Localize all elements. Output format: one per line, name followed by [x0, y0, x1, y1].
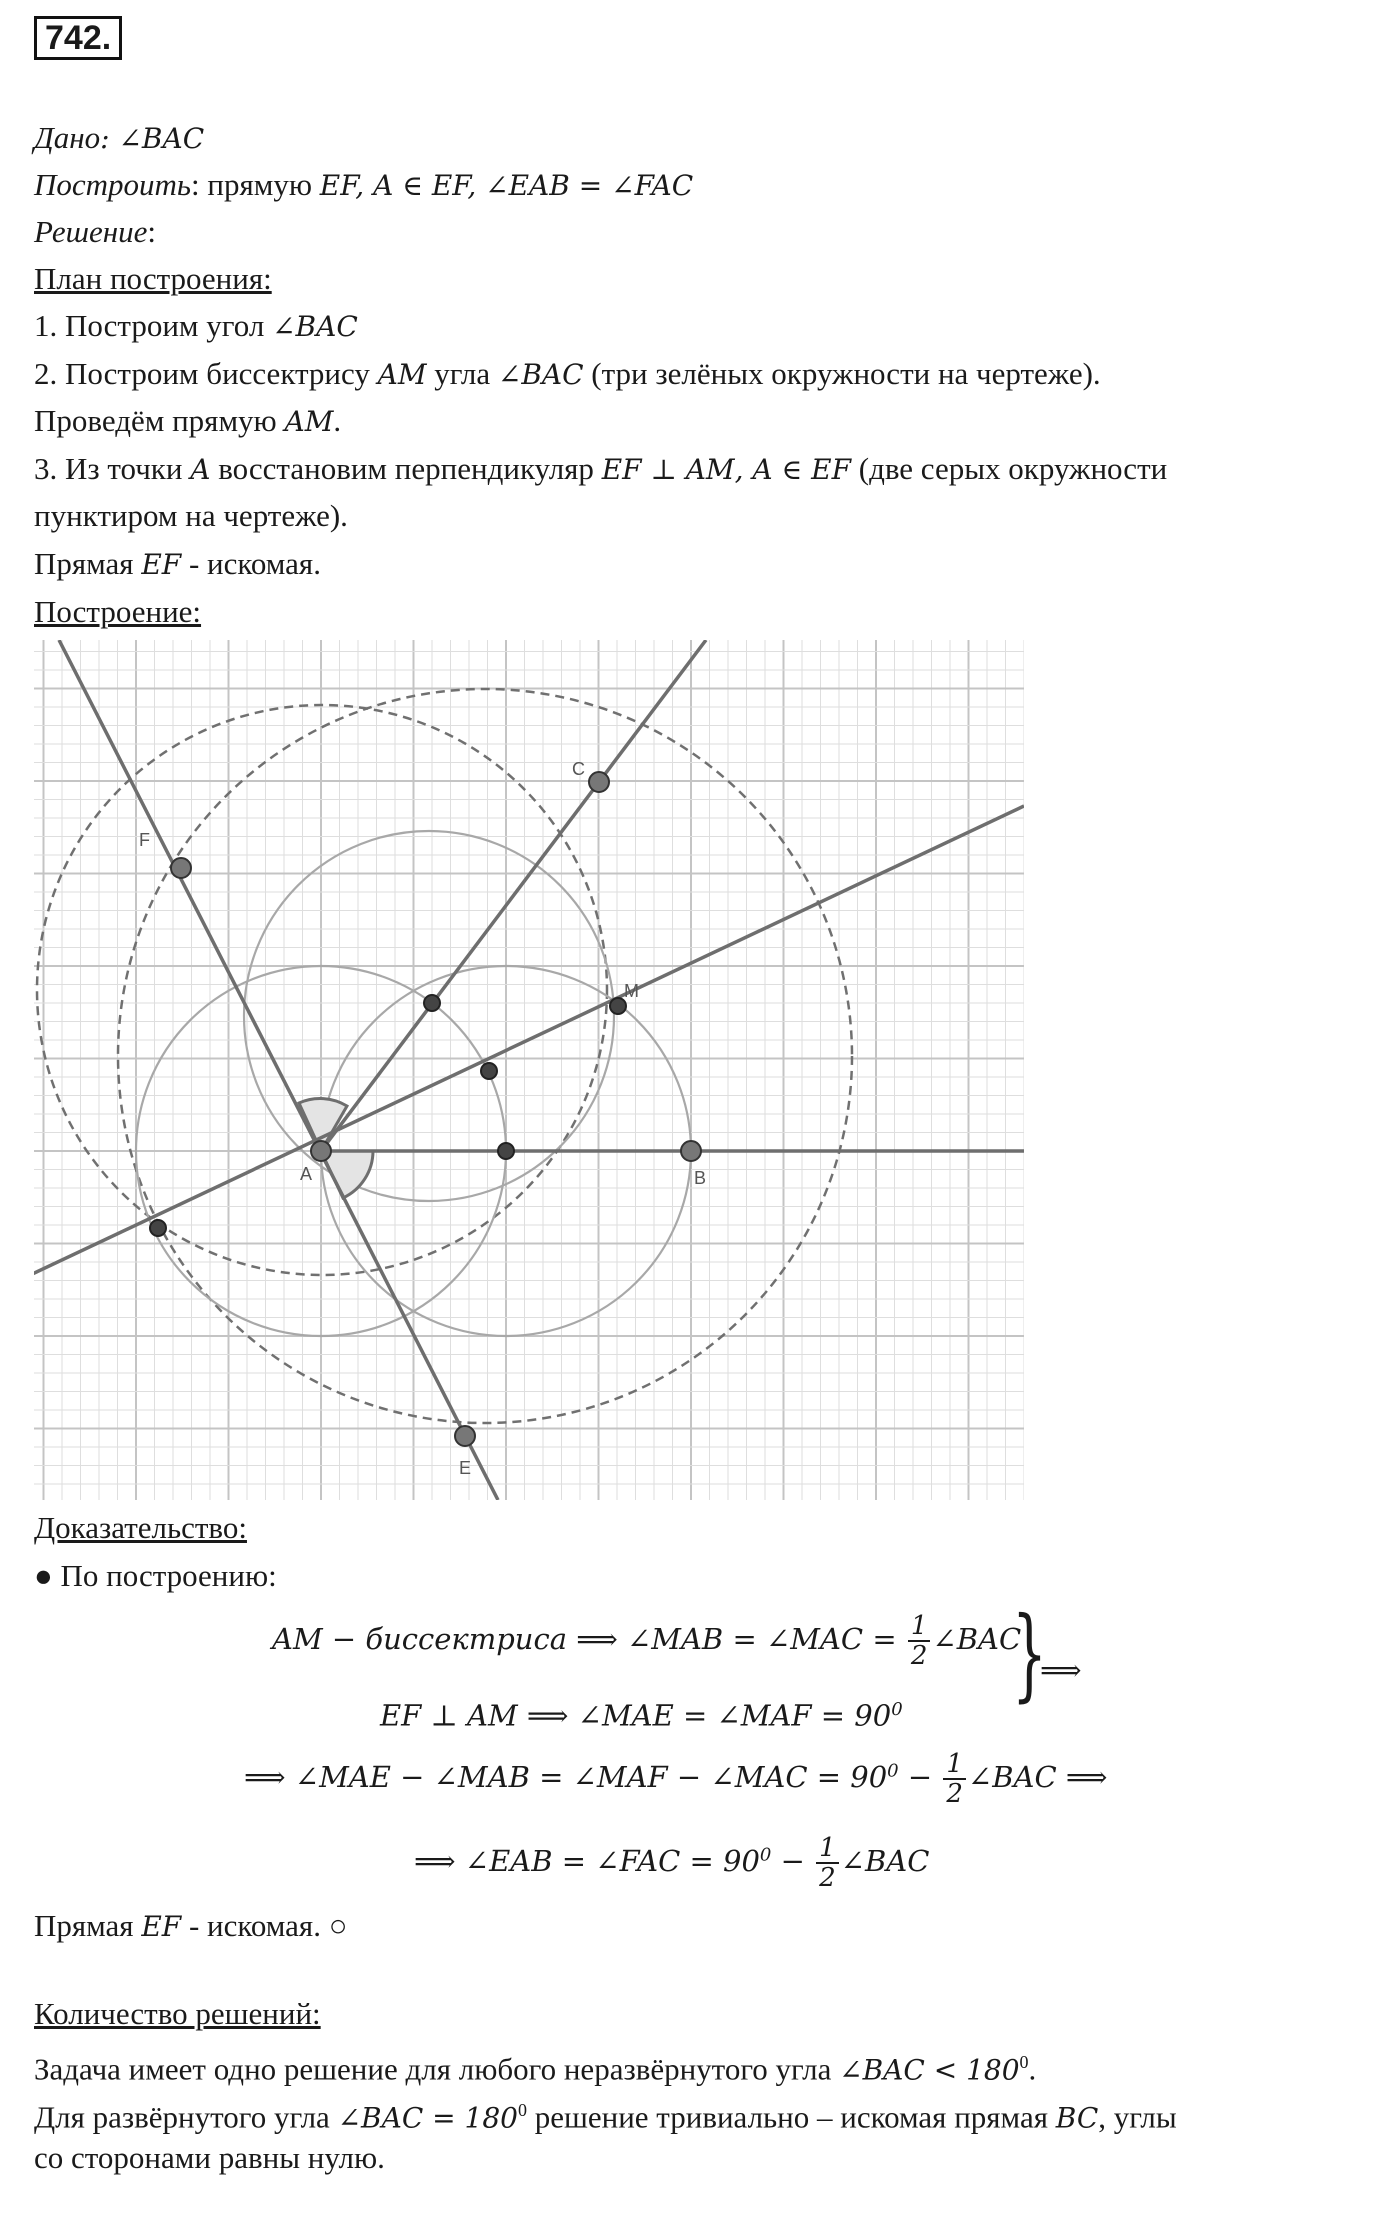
count-line-2-rest2: , углы — [1098, 2099, 1177, 2135]
step-3-text: 3. Из точки — [34, 451, 191, 486]
label-e: E — [459, 1458, 472, 1478]
construct-math: EF, A ∈ EF, ∠EAB = ∠FAC — [319, 169, 694, 202]
step-1 — [34, 306, 358, 347]
conclusion-math: EF — [141, 1910, 182, 1943]
proof-line-2 — [380, 1690, 903, 1736]
step-2-rest: угла — [426, 356, 498, 391]
fraction-num: 1 — [943, 1750, 966, 1780]
degree-sup: 0 — [887, 1760, 899, 1782]
construct-text: : прямую — [191, 167, 320, 202]
fraction-half — [908, 1612, 931, 1670]
solution-colon: : — [147, 214, 156, 249]
step-1-text: 1. Построим угол — [34, 308, 273, 343]
label-b: B — [694, 1168, 707, 1188]
fraction-num: 1 — [816, 1834, 839, 1864]
step-result-math: EF — [141, 548, 182, 581]
proof-line-3 — [244, 1750, 1107, 1808]
fraction-den: 2 — [819, 1863, 836, 1893]
count-line-2-text: Для развёрнутого угла — [34, 2099, 338, 2135]
proof-line-1-left: AM − биссектриса ⟹ ∠MAB = ∠MAC = — [272, 1622, 906, 1656]
plan-heading: План построения: — [34, 261, 272, 296]
step-2 — [34, 354, 1101, 395]
construct-label: Построить — [34, 167, 192, 202]
count-line-2-math2: BC — [1055, 2101, 1099, 2135]
proof-line-3-right: ∠BAC ⟹ — [967, 1760, 1108, 1794]
point-a — [311, 1141, 331, 1161]
step-2b-text: Проведём прямую — [34, 403, 285, 438]
step-3-rest: восстановим перпендикуляр — [210, 451, 602, 486]
solution-label: Решение — [34, 214, 148, 249]
count-line-1-sup: 0 — [1019, 2052, 1029, 2072]
count-line-1-math: ∠BAC < 180 — [839, 2053, 1020, 2087]
proof-line-2-text: EF ⊥ AM ⟹ ∠MAE = ∠MAF = 90 — [380, 1698, 892, 1733]
step-3-math2: EF ⊥ AM, A ∈ EF — [601, 453, 851, 486]
step-result-rest: - искомая. — [181, 546, 321, 581]
count-line-3 — [34, 2138, 385, 2178]
right-brace: } — [1012, 1595, 1047, 1712]
point-f — [171, 858, 191, 878]
label-c: C — [572, 759, 585, 779]
count-heading: Количество решений: — [34, 1996, 321, 2031]
bisector-circle-b — [244, 831, 614, 1201]
solution-line — [34, 212, 156, 252]
proof-line-1-right: ∠BAC — [932, 1622, 1022, 1656]
construction-figure — [34, 640, 1024, 1500]
grid — [34, 640, 1024, 1500]
implies-arrow: ⟹ — [1040, 1653, 1082, 1687]
proof-line-4-left: ⟹ ∠EAB = ∠FAC = 90 — [414, 1844, 760, 1878]
construct-line — [34, 165, 693, 206]
label-a: A — [300, 1164, 313, 1184]
line-ac — [321, 640, 706, 1151]
step-2-math2: ∠BAC — [497, 358, 584, 391]
step-2-math: AM — [377, 358, 427, 391]
proof-line-4 — [414, 1834, 929, 1892]
count-line-2-sup: 0 — [517, 2100, 527, 2120]
step-2b-rest: . — [333, 403, 342, 438]
proof-line-4-right: ∠BAC — [840, 1844, 930, 1878]
point-b — [681, 1141, 701, 1161]
point-am-mid — [481, 1063, 497, 1079]
degree-sup: 0 — [759, 1844, 772, 1866]
label-f: F — [139, 830, 150, 850]
conclusion — [34, 1906, 347, 1947]
count-line-1 — [34, 2042, 1036, 2090]
count-line-2-rest: решение тривиально – искомая прямая — [526, 2099, 1056, 2135]
count-line-1-rest: . — [1028, 2051, 1037, 2087]
fraction-num: 1 — [908, 1612, 931, 1642]
count-line-1-text: Задача имеет одно решение для любого неразвёрнутого угла — [34, 2051, 840, 2087]
step-2-rest2: (три зелёных окружности на чертеже). — [583, 356, 1101, 391]
fraction-half — [816, 1834, 839, 1892]
fraction-half — [943, 1750, 966, 1808]
point-am-left — [150, 1220, 166, 1236]
given-value: : ∠BAC — [100, 122, 205, 155]
point-ac-circle — [424, 995, 440, 1011]
degree-sup: 0 — [891, 1699, 903, 1720]
proof-bullet: ● По построению: — [34, 1558, 277, 1593]
proof-line-1 — [272, 1612, 1021, 1670]
step-2b-math: AM — [284, 405, 334, 438]
given-label: Дано — [34, 120, 101, 155]
fraction-den: 2 — [910, 1641, 928, 1671]
step-2-text: 2. Построим биссектрису — [34, 356, 378, 391]
point-e — [455, 1426, 475, 1446]
problem-number: 742. — [34, 16, 122, 60]
proof-line-3-mid: − — [898, 1760, 942, 1794]
step-1-math: ∠BAC — [272, 310, 358, 343]
step-2b — [34, 401, 341, 442]
label-m: M — [624, 981, 639, 1001]
conclusion-text: Прямая — [34, 1908, 142, 1943]
fraction-den: 2 — [946, 1779, 963, 1809]
step-3b-text: пунктиром на чертеже). — [34, 498, 348, 533]
count-line-3-text: со сторонами равны нулю. — [34, 2140, 385, 2175]
count-line-2 — [34, 2090, 1177, 2138]
proof-heading: Доказательство: — [34, 1510, 247, 1545]
construction-heading: Построение: — [34, 594, 202, 629]
point-ab-circle — [498, 1143, 514, 1159]
conclusion-rest: - искомая. ○ — [181, 1908, 348, 1943]
proof-line-3-left: ⟹ ∠MAE − ∠MAB = ∠MAF − ∠MAC = 90 — [244, 1760, 888, 1794]
step-3 — [34, 449, 1167, 490]
given-line — [34, 118, 204, 159]
step-3b — [34, 496, 348, 536]
step-result — [34, 544, 321, 585]
count-line-2-math: ∠BAC = 180 — [337, 2101, 518, 2135]
step-result-text: Прямая — [34, 546, 142, 581]
point-c — [589, 772, 609, 792]
proof-line-4-mid: − — [771, 1844, 815, 1878]
step-3-math: A — [190, 453, 211, 486]
step-3-rest2: (две серых окружности — [851, 451, 1168, 486]
